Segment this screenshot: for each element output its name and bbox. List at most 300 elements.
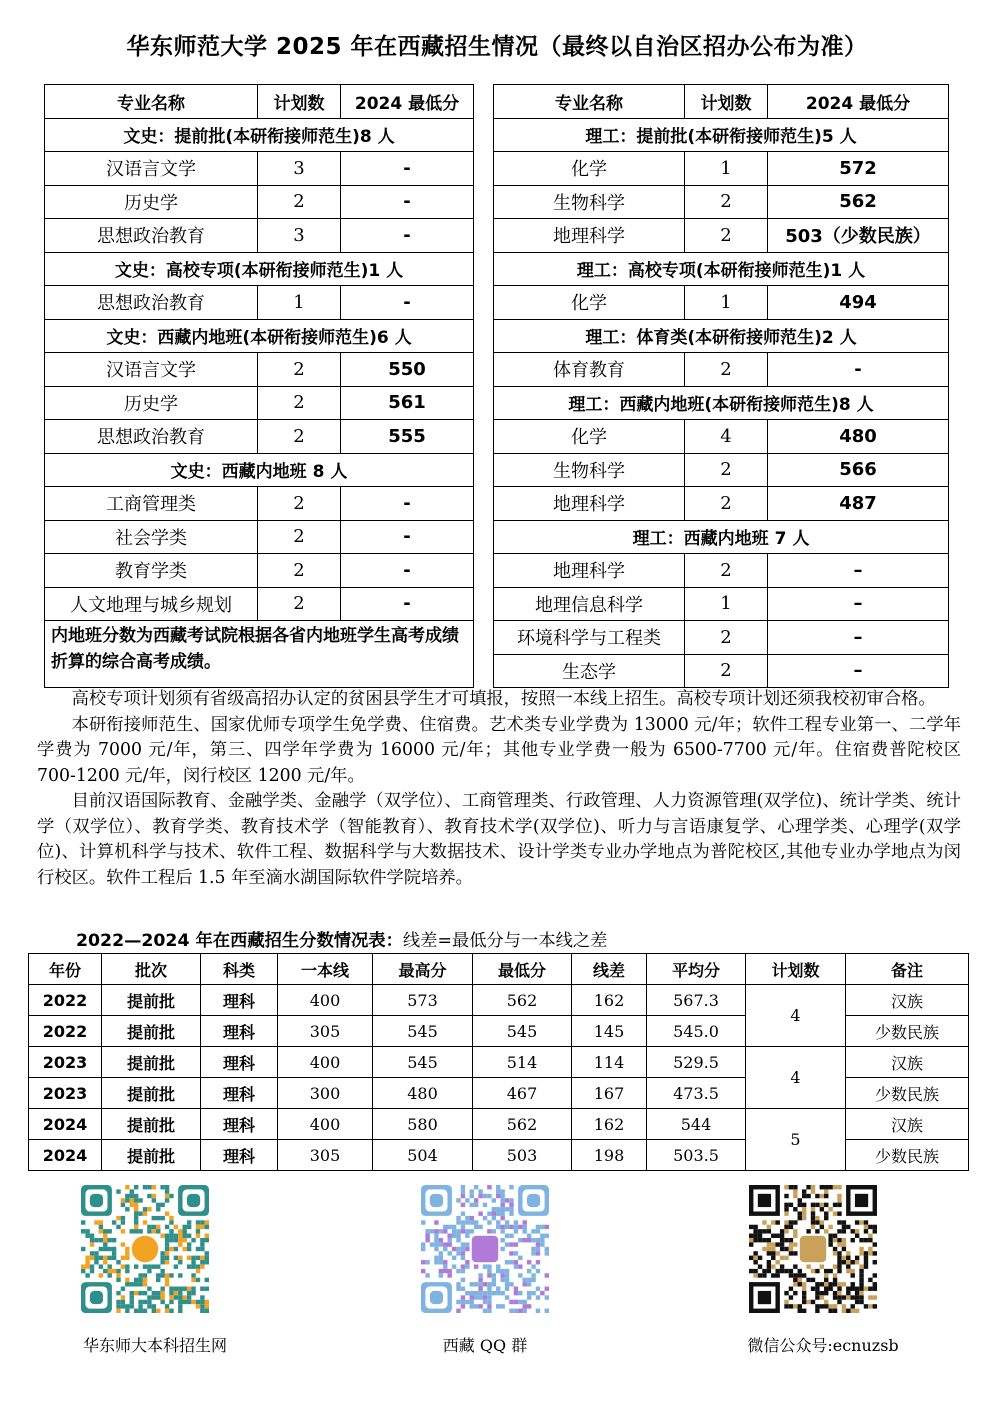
qr-module (143, 1291, 147, 1295)
qr-module (470, 1194, 474, 1198)
qr-module (815, 1203, 819, 1207)
qr-module (500, 1229, 504, 1233)
qr-module (811, 1185, 815, 1189)
major-name: 历史学 (45, 185, 258, 219)
qr-module (90, 1238, 94, 1242)
qr-module (828, 1304, 832, 1308)
qr-module (439, 1229, 443, 1233)
qr-module (430, 1242, 434, 1246)
qr-module (452, 1264, 456, 1268)
qr-module (753, 1260, 757, 1264)
qr-module (147, 1207, 151, 1211)
qr-module (815, 1295, 819, 1299)
qr-module (833, 1211, 837, 1215)
qr-module (784, 1185, 788, 1189)
qr-module (837, 1211, 841, 1215)
plan-count: 1 (685, 587, 768, 621)
qr-module (496, 1287, 500, 1291)
plan-count: 2 (258, 554, 341, 588)
qr-module (487, 1287, 491, 1291)
qr-module (767, 1238, 771, 1242)
qr-module (523, 1309, 527, 1313)
qr-module (509, 1242, 513, 1246)
qr-module (421, 1269, 425, 1273)
qr-module (130, 1300, 134, 1304)
qr-module (496, 1225, 500, 1229)
qr-module (191, 1260, 195, 1264)
qr-module (434, 1229, 438, 1233)
min-score-header: 2024 最低分 (341, 85, 474, 119)
qr-module (165, 1304, 169, 1308)
section-title: 理工：提前批(本研衔接师范生)5 人 (494, 118, 949, 152)
qr-module (470, 1203, 474, 1207)
qr-module (174, 1238, 178, 1242)
qr-module (130, 1189, 134, 1193)
qr-module (793, 1304, 797, 1308)
history-min: 467 (473, 1078, 572, 1109)
qr-label-wechat: 微信公众号:ecnuzsb (747, 1336, 899, 1355)
major-row (494, 420, 949, 454)
history-year: 2023 (29, 1047, 102, 1078)
min-score: 494 (768, 286, 949, 320)
qr-module (447, 1273, 451, 1277)
qr-module (187, 1287, 191, 1291)
history-min: 545 (473, 1016, 572, 1047)
qr-module (147, 1287, 151, 1291)
qr-module (859, 1287, 863, 1291)
qr-wechat[interactable] (749, 1185, 877, 1313)
qr-module (815, 1287, 819, 1291)
qr-module (837, 1203, 841, 1207)
qr-module (820, 1225, 824, 1229)
qr-module (749, 1242, 753, 1246)
qr-module (828, 1238, 832, 1242)
qr-module (762, 1247, 766, 1251)
notes-paragraphs (37, 687, 961, 891)
qr-module (828, 1225, 832, 1229)
qr-module (461, 1256, 465, 1260)
qr-module (200, 1264, 204, 1268)
history-avg: 545.0 (647, 1016, 746, 1047)
qr-module (200, 1295, 204, 1299)
history-plan: 4 (746, 1047, 846, 1109)
qr-module (187, 1242, 191, 1246)
qr-admission-site[interactable] (81, 1185, 209, 1313)
qr-label-qq-group: 西藏 QQ 群 (442, 1336, 528, 1355)
qr-module (789, 1251, 793, 1255)
qr-module (452, 1229, 456, 1233)
qr-module (443, 1247, 447, 1251)
qr-module (806, 1194, 810, 1198)
qr-module (134, 1207, 138, 1211)
min-score: - (341, 219, 474, 253)
qr-module (789, 1247, 793, 1251)
qr-module (165, 1185, 169, 1189)
qr-module (461, 1211, 465, 1215)
history-diff: 145 (572, 1016, 647, 1047)
qr-module (152, 1291, 156, 1295)
qr-module (478, 1304, 482, 1308)
qr-module (156, 1203, 160, 1207)
qr-module (531, 1273, 535, 1277)
qr-module (846, 1225, 850, 1229)
qr-module (434, 1260, 438, 1264)
qr-module (789, 1220, 793, 1224)
qr-module (527, 1304, 531, 1308)
min-score: - (341, 286, 474, 320)
qr-module (784, 1220, 788, 1224)
qr-module (492, 1216, 496, 1220)
qr-module (439, 1256, 443, 1260)
qr-module (859, 1247, 863, 1251)
qr-module (514, 1264, 518, 1268)
qr-module (160, 1287, 164, 1291)
qr-module (500, 1269, 504, 1273)
history-batch: 提前批 (102, 1047, 201, 1078)
qr-module (143, 1309, 147, 1313)
qr-module (828, 1269, 832, 1273)
qr-module (478, 1211, 482, 1215)
qr-module (789, 1203, 793, 1207)
qr-module (545, 1309, 549, 1313)
qr-module (846, 1269, 850, 1273)
section-row (494, 118, 949, 152)
qr-module (443, 1242, 447, 1246)
qr-module (447, 1225, 451, 1229)
history-diff: 114 (572, 1047, 647, 1078)
qr-module (205, 1309, 209, 1313)
qr-module (147, 1300, 151, 1304)
qr-module (487, 1269, 491, 1273)
qr-module (174, 1291, 178, 1295)
qr-module (793, 1220, 797, 1224)
plan-count: 2 (685, 554, 768, 588)
qr-module (789, 1287, 793, 1291)
history-max: 504 (373, 1140, 473, 1171)
major-name: 教育学类 (45, 554, 258, 588)
qr-module (828, 1309, 832, 1313)
qr-module (456, 1287, 460, 1291)
qr-module (802, 1207, 806, 1211)
major-row (494, 219, 949, 253)
qr-module (183, 1295, 187, 1299)
qr-module (531, 1238, 535, 1242)
qr-module (200, 1309, 204, 1313)
history-max: 580 (373, 1109, 473, 1140)
qr-module (815, 1269, 819, 1273)
qr-module (873, 1287, 877, 1291)
qr-module (775, 1251, 779, 1255)
qr-module (780, 1229, 784, 1233)
qr-module (470, 1304, 474, 1308)
qr-module (183, 1300, 187, 1304)
qr-module (187, 1264, 191, 1268)
paragraph-special-plan: 高校专项计划须有省级高招办认定的贫困县学生才可填报，按照一本线上招生。高校专项计划还须我校初审合格。 (71, 689, 936, 709)
qr-module (864, 1304, 868, 1308)
qr-module (147, 1304, 151, 1308)
qr-module (90, 1256, 94, 1260)
qr-module (165, 1251, 169, 1255)
qr-module (187, 1247, 191, 1251)
qr-module (864, 1238, 868, 1242)
qr-module (837, 1198, 841, 1202)
qr-module (846, 1295, 850, 1299)
qr-module (868, 1304, 872, 1308)
history-row (29, 1047, 969, 1078)
qr-module (771, 1242, 775, 1246)
qr-module (523, 1229, 527, 1233)
qr-module (191, 1273, 195, 1277)
qr-module (152, 1304, 156, 1308)
qr-module (138, 1229, 142, 1233)
history-batch: 提前批 (102, 985, 201, 1016)
qr-module (425, 1238, 429, 1242)
qr-finder-pattern (527, 1194, 540, 1207)
qr-module (855, 1256, 859, 1260)
qr-module (780, 1234, 784, 1238)
qr-module (134, 1282, 138, 1286)
qr-module (125, 1264, 129, 1268)
qr-module (487, 1185, 491, 1189)
qr-module (789, 1238, 793, 1242)
min-score: – (768, 654, 949, 688)
qr-module (762, 1220, 766, 1224)
major-name: 人文地理与城乡规划 (45, 587, 258, 621)
qr-module (487, 1309, 491, 1313)
qr-module (758, 1234, 762, 1238)
qr-module (178, 1287, 182, 1291)
qr-module (523, 1300, 527, 1304)
qr-module (784, 1247, 788, 1251)
qr-module (523, 1220, 527, 1224)
qr-module (147, 1185, 151, 1189)
qr-module (842, 1238, 846, 1242)
qr-module (762, 1229, 766, 1233)
qr-module (833, 1264, 837, 1268)
qr-module (430, 1229, 434, 1233)
qr-module (842, 1282, 846, 1286)
qr-module (780, 1264, 784, 1268)
qr-module (107, 1269, 111, 1273)
qr-module (447, 1251, 451, 1255)
qr-module (478, 1278, 482, 1282)
plan-count: 3 (258, 152, 341, 186)
qr-module (837, 1295, 841, 1299)
qr-qq-group[interactable] (421, 1185, 549, 1313)
qr-module (465, 1247, 469, 1251)
qr-module (116, 1269, 120, 1273)
qr-module (134, 1185, 138, 1189)
qr-module (85, 1260, 89, 1264)
qr-module (196, 1225, 200, 1229)
qr-module (130, 1282, 134, 1286)
qr-module (90, 1234, 94, 1238)
qr-module (443, 1269, 447, 1273)
qr-finder-pattern (187, 1194, 200, 1207)
qr-module (496, 1291, 500, 1295)
qr-module (478, 1194, 482, 1198)
qr-module (125, 1269, 129, 1273)
qr-module (500, 1278, 504, 1282)
qr-module (784, 1225, 788, 1229)
qr-module (500, 1211, 504, 1215)
qr-module (536, 1242, 540, 1246)
qr-module (205, 1225, 209, 1229)
qr-module (116, 1309, 120, 1313)
plan-count: 2 (258, 520, 341, 554)
history-year: 2022 (29, 1016, 102, 1047)
history-avg: 529.5 (647, 1047, 746, 1078)
qr-module (798, 1216, 802, 1220)
qr-module (452, 1234, 456, 1238)
qr-module (156, 1216, 160, 1220)
qr-module (820, 1203, 824, 1207)
qr-module (864, 1260, 868, 1264)
qr-module (461, 1251, 465, 1255)
qr-module (514, 1287, 518, 1291)
qr-module (536, 1287, 540, 1291)
qr-module (461, 1269, 465, 1273)
qr-module (130, 1295, 134, 1299)
qr-module (470, 1291, 474, 1295)
qr-module (178, 1242, 182, 1246)
section-title: 文史：西藏内地班(本研衔接师范生)6 人 (45, 319, 474, 353)
qr-module (780, 1242, 784, 1246)
qr-module (873, 1225, 877, 1229)
qr-module (487, 1211, 491, 1215)
qr-module (474, 1220, 478, 1224)
qr-module (474, 1304, 478, 1308)
qr-module (474, 1295, 478, 1299)
qr-module (90, 1269, 94, 1273)
history-min: 562 (473, 985, 572, 1016)
major-row (45, 420, 474, 454)
qr-module (160, 1273, 164, 1277)
qr-module (837, 1291, 841, 1295)
qr-module (798, 1304, 802, 1308)
history-row (29, 985, 969, 1016)
qr-module (540, 1242, 544, 1246)
qr-module (784, 1229, 788, 1233)
qr-module (116, 1260, 120, 1264)
qr-module (758, 1273, 762, 1277)
qr-module (545, 1273, 549, 1277)
min-score: - (768, 353, 949, 387)
qr-module (461, 1264, 465, 1268)
qr-module (753, 1251, 757, 1255)
qr-module (160, 1300, 164, 1304)
min-score: - (341, 152, 474, 186)
qr-module (855, 1234, 859, 1238)
qr-module (90, 1251, 94, 1255)
qr-module (527, 1234, 531, 1238)
qr-module (859, 1269, 863, 1273)
history-max: 545 (373, 1047, 473, 1078)
qr-module (183, 1238, 187, 1242)
qr-module (165, 1260, 169, 1264)
qr-module (833, 1295, 837, 1299)
qr-module (147, 1194, 151, 1198)
qr-module (169, 1291, 173, 1295)
qr-module (116, 1291, 120, 1295)
qr-module (165, 1211, 169, 1215)
qr-module (134, 1194, 138, 1198)
qr-module (753, 1273, 757, 1277)
qr-module (134, 1211, 138, 1215)
history-title-note: 线差=最低分与一本线之差 (402, 931, 608, 951)
qr-module (780, 1269, 784, 1273)
qr-module (496, 1220, 500, 1224)
qr-module (833, 1238, 837, 1242)
qr-module (178, 1256, 182, 1260)
major-header: 专业名称 (494, 85, 685, 119)
qr-module (434, 1234, 438, 1238)
qr-module (421, 1242, 425, 1246)
history-type: 理科 (201, 1047, 278, 1078)
qr-module (205, 1251, 209, 1255)
qr-module (833, 1251, 837, 1255)
history-year: 2024 (29, 1109, 102, 1140)
qr-module (531, 1291, 535, 1295)
qr-module (505, 1242, 509, 1246)
qr-module (138, 1300, 142, 1304)
qr-module (798, 1273, 802, 1277)
qr-module (793, 1291, 797, 1295)
qr-module (81, 1220, 85, 1224)
qr-module (152, 1229, 156, 1233)
qr-module (859, 1278, 863, 1282)
qr-module (461, 1278, 465, 1282)
plan-count: 2 (685, 621, 768, 655)
qr-module (509, 1207, 513, 1211)
qr-module (864, 1229, 868, 1233)
qr-module (767, 1251, 771, 1255)
qr-module (474, 1198, 478, 1202)
qr-module (500, 1198, 504, 1202)
qr-module (483, 1295, 487, 1299)
qr-module (447, 1242, 451, 1246)
qr-module (540, 1238, 544, 1242)
history-type: 理科 (201, 985, 278, 1016)
qr-module (873, 1260, 877, 1264)
qr-module (103, 1229, 107, 1233)
history-type: 理科 (201, 1109, 278, 1140)
qr-module (802, 1287, 806, 1291)
qr-module (851, 1304, 855, 1308)
qr-module (474, 1185, 478, 1189)
qr-module (130, 1304, 134, 1308)
qr-module (527, 1278, 531, 1282)
qr-module (465, 1229, 469, 1233)
qr-module (116, 1189, 120, 1193)
qr-module (545, 1247, 549, 1251)
min-score: 566 (768, 453, 949, 487)
qr-module (824, 1203, 828, 1207)
qr-module (855, 1309, 859, 1313)
qr-module (487, 1291, 491, 1295)
qr-module (514, 1291, 518, 1295)
qr-module (196, 1269, 200, 1273)
qr-module (200, 1225, 204, 1229)
qr-module (842, 1229, 846, 1233)
qr-module (434, 1220, 438, 1224)
qr-module (851, 1238, 855, 1242)
qr-module (851, 1273, 855, 1277)
qr-module (165, 1309, 169, 1313)
qr-module (492, 1282, 496, 1286)
qr-module (152, 1309, 156, 1313)
major-name: 体育教育 (494, 353, 685, 387)
